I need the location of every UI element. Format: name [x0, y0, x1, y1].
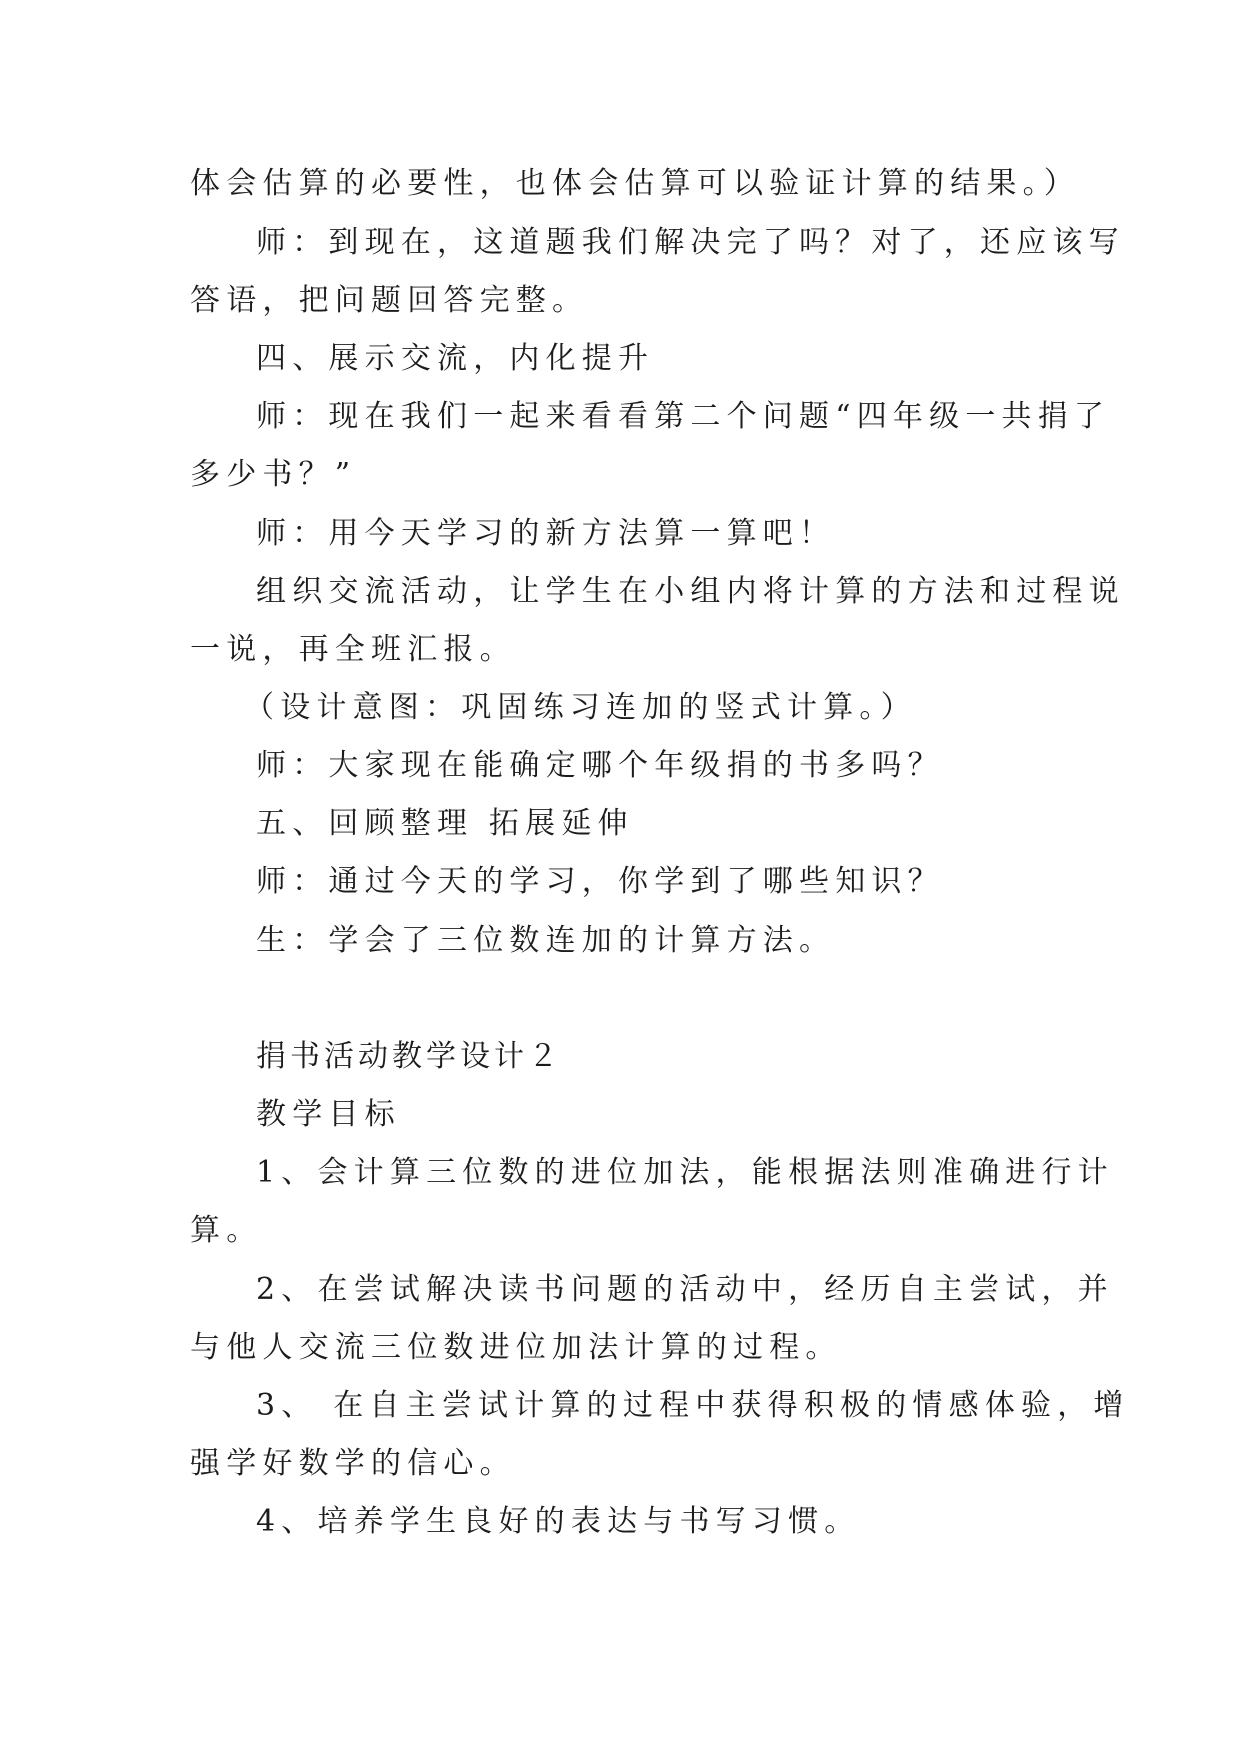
document-title: 捐书活动教学设计２ — [256, 1039, 562, 1074]
list-item-line: 强学好数学的信心。 — [190, 1446, 516, 1481]
design-note: （设计意图：巩固练习连加的竖式计算。） — [244, 690, 917, 725]
list-item-line: 4、培养学生良好的表达与书写习惯。 — [256, 1504, 861, 1539]
paragraph-line: 组织交流活动，让学生在小组内将计算的方法和过程说 — [256, 574, 1125, 609]
section-heading: 四、展示交流，内化提升 — [256, 341, 655, 376]
paragraph-line: 体会估算的必要性，也体会估算可以验证计算的结果。） — [190, 166, 1080, 201]
section-heading: 五、回顾整理 拓展延伸 — [256, 806, 634, 841]
paragraph-line: 一说，再全班汇报。 — [190, 632, 516, 667]
paragraph-line: 师：到现在，这道题我们解决完了吗？对了，还应该写 — [256, 225, 1125, 260]
paragraph-line: 师：现在我们一起来看看第二个问题“四年级一共捐了 — [256, 399, 1111, 434]
list-item-line: 1、会计算三位数的进位加法，能根据法则准确进行计 — [256, 1155, 1114, 1190]
paragraph-line: 多少书？” — [190, 457, 357, 492]
list-item-line: 3、 在自主尝试计算的过程中获得积极的情感体验，增 — [256, 1388, 1130, 1423]
paragraph-line: 师：通过今天的学习，你学到了哪些知识？ — [256, 864, 944, 899]
paragraph-line: 答语，把问题回答完整。 — [190, 283, 589, 318]
list-item-line: 2、在尝试解决读书问题的活动中，经历自主尝试，并 — [256, 1272, 1114, 1307]
section-heading: 教学目标 — [256, 1097, 401, 1132]
list-item-line: 与他人交流三位数进位加法计算的过程。 — [190, 1330, 842, 1365]
paragraph-line: 师：大家现在能确定哪个年级捐的书多吗？ — [256, 748, 944, 783]
paragraph-line: 生：学会了三位数连加的计算方法。 — [256, 923, 836, 958]
list-item-line: 算。 — [190, 1213, 263, 1248]
paragraph-line: 师：用今天学习的新方法算一算吧！ — [256, 516, 836, 551]
